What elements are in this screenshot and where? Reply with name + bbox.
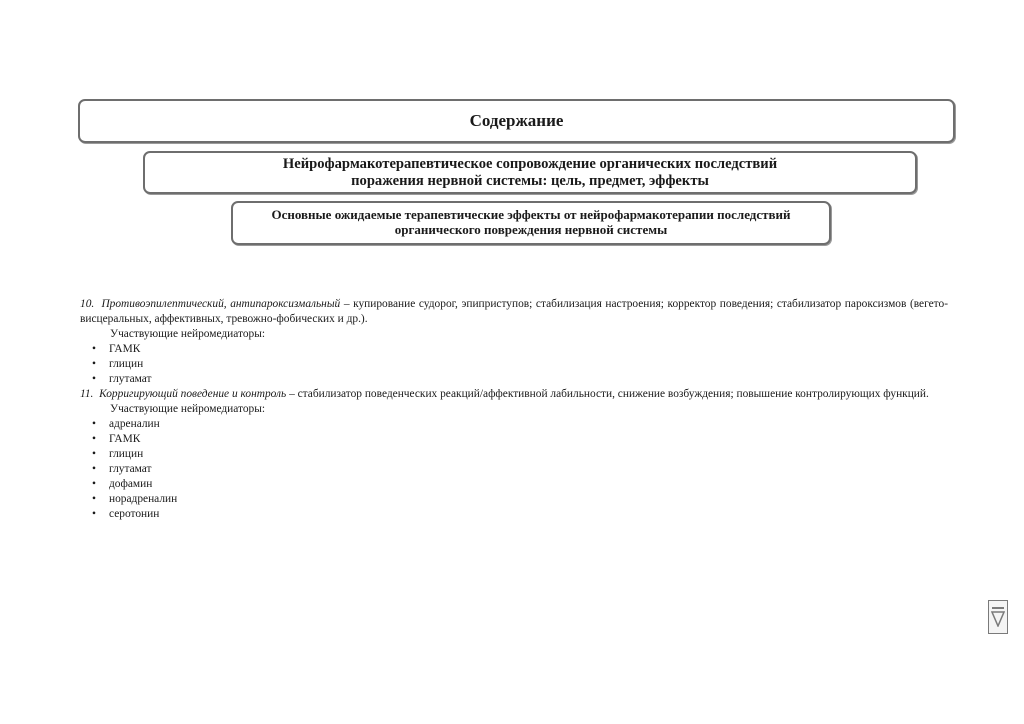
effects-content (80, 297, 948, 522)
bullet-icon: • (92, 358, 96, 370)
list-item: • ГАМК (92, 343, 141, 355)
bullet-icon: • (92, 448, 96, 460)
bullet-icon: • (92, 493, 96, 505)
topic-box (143, 151, 917, 194)
list-item: • ГАМК (92, 433, 141, 445)
topic-title-line-1: Нейрофармакотерапевтическое сопровождение органических последствий (282, 155, 778, 172)
section-box (231, 201, 831, 245)
list-item: • глицин (92, 448, 144, 460)
bullet-icon: • (92, 373, 96, 385)
list-item: • серотонин (92, 508, 160, 520)
section-title-line-1: Основные ожидаемые терапевтические эффекты от нейрофармакотерапии последствий (271, 207, 791, 223)
list-item: • дофамин (92, 478, 153, 490)
triangle-down-icon (991, 611, 1005, 627)
list-item: • глутамат (92, 373, 152, 385)
effect-title: Корригирующий поведение и контроль (99, 388, 287, 400)
mediators-label: Участвующие нейромедиаторы: (110, 328, 266, 340)
effect-number: 10. (80, 298, 95, 310)
page-title: Содержание (469, 111, 564, 131)
mediators-label: Участвующие нейромедиаторы: (110, 403, 266, 415)
bullet-icon: • (92, 478, 96, 490)
mediators-list (80, 417, 948, 522)
bar-icon (992, 607, 1004, 609)
list-item: • норадреналин (92, 493, 178, 505)
effect-description: – купирование судорог, эпиприступов; стабилизация настроения; корректор поведения; стабилизатор пароксизмов (вегето-висцеральных, аффективных, тревожно-фобических и др.). (80, 298, 948, 325)
bullet-icon: • (92, 433, 96, 445)
bullet-icon: • (92, 343, 96, 355)
bullet-icon: • (92, 463, 96, 475)
list-item: • адреналин (92, 418, 160, 430)
effect-number: 11. (80, 388, 94, 400)
bullet-icon: • (92, 418, 96, 430)
contents-header-box (78, 99, 955, 143)
section-title-line-2: органического повреждения нервной системы (394, 222, 668, 237)
list-item: • глицин (92, 358, 144, 370)
effect-title: Противоэпилептический, антипароксизмальный (101, 298, 341, 310)
next-page-button[interactable] (988, 600, 1008, 634)
effect-description: – стабилизатор поведенческих реакций/аффективной лабильности, снижение возбуждения; повышение контролирующих функций. (286, 388, 929, 400)
mediators-list (80, 342, 948, 387)
list-item: • глутамат (92, 463, 152, 475)
effect-item-11 (80, 387, 948, 402)
topic-title-line-2: поражения нервной системы: цель, предмет, эффекты (351, 172, 709, 189)
effect-item-10 (80, 297, 948, 327)
bullet-icon: • (92, 508, 96, 520)
